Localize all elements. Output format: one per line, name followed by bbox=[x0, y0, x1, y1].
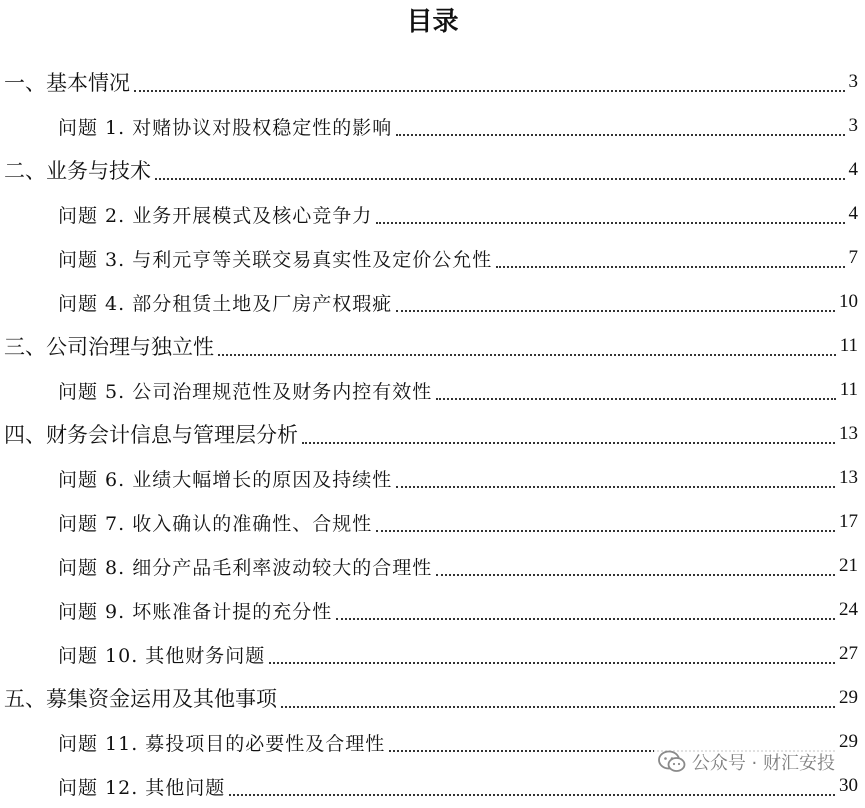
dot-leader bbox=[155, 178, 845, 180]
toc-page-number: 4 bbox=[848, 159, 858, 180]
toc-page-number: 10 bbox=[839, 291, 858, 312]
toc-entry-label: 问题 2. 业务开展模式及核心竞争力 bbox=[58, 204, 373, 227]
toc-page-number: 7 bbox=[848, 247, 858, 268]
toc-section-entry[interactable] bbox=[0, 148, 865, 192]
dot-leader bbox=[436, 398, 835, 400]
toc-entry-label: 问题 8. 细分产品毛利率波动较大的合理性 bbox=[58, 556, 433, 579]
dot-leader bbox=[436, 574, 835, 576]
toc-entry-label: 问题 10. 其他财务问题 bbox=[58, 644, 266, 667]
toc-entry-label: 三、公司治理与独立性 bbox=[4, 335, 214, 359]
dot-leader bbox=[281, 706, 835, 708]
toc-question-entry[interactable] bbox=[0, 104, 865, 148]
toc-entry-label: 一、基本情况 bbox=[4, 71, 130, 95]
toc-entry-label: 问题 7. 收入确认的准确性、合规性 bbox=[58, 512, 373, 535]
dot-leader bbox=[269, 662, 835, 664]
dot-leader bbox=[229, 794, 835, 796]
toc-entry-label: 问题 3. 与利元亨等关联交易真实性及定价公允性 bbox=[58, 248, 493, 271]
toc-page-number: 13 bbox=[839, 423, 858, 444]
toc-question-entry[interactable] bbox=[0, 544, 865, 588]
toc-page-number: 3 bbox=[848, 115, 858, 136]
toc-page-number: 29 bbox=[839, 731, 858, 752]
toc-page-number: 30 bbox=[839, 775, 858, 796]
toc-entry-label: 问题 6. 业绩大幅增长的原因及持续性 bbox=[58, 468, 393, 491]
dot-leader bbox=[376, 530, 835, 532]
dot-leader bbox=[396, 134, 844, 136]
toc-entry-label: 问题 11. 募投项目的必要性及合理性 bbox=[58, 732, 386, 755]
toc-entry-label: 问题 4. 部分租赁土地及厂房产权瑕疵 bbox=[58, 292, 393, 315]
toc-question-entry[interactable] bbox=[0, 588, 865, 632]
watermark-text: 公众号 · 财汇安投 bbox=[691, 753, 835, 774]
toc-page-number: 13 bbox=[839, 467, 858, 488]
toc-page-number: 24 bbox=[839, 599, 858, 620]
dot-leader bbox=[376, 222, 844, 224]
toc-entry-label: 四、财务会计信息与管理层分析 bbox=[4, 423, 298, 447]
toc-page-number: 4 bbox=[848, 203, 858, 224]
toc-section-entry[interactable] bbox=[0, 324, 865, 368]
dot-leader bbox=[396, 310, 835, 312]
toc-section-entry[interactable] bbox=[0, 676, 865, 720]
toc-page-number: 21 bbox=[839, 555, 858, 576]
toc-page-number: 11 bbox=[839, 379, 858, 400]
toc-question-entry[interactable] bbox=[0, 456, 865, 500]
dot-leader bbox=[218, 354, 836, 356]
toc-section-entry[interactable] bbox=[0, 412, 865, 456]
toc-entry-label: 二、业务与技术 bbox=[4, 159, 151, 183]
toc-page-number: 29 bbox=[839, 687, 858, 708]
toc-entry-label: 问题 5. 公司治理规范性及财务内控有效性 bbox=[58, 380, 433, 403]
toc-page-number: 17 bbox=[839, 511, 858, 532]
toc-entry-label: 问题 12. 其他问题 bbox=[58, 776, 226, 799]
toc-question-entry[interactable] bbox=[0, 192, 865, 236]
toc-page-number: 27 bbox=[839, 643, 858, 664]
toc-section-entry[interactable] bbox=[0, 60, 865, 104]
dot-leader bbox=[302, 442, 835, 444]
toc-entry-label: 问题 9. 坏账准备计提的充分性 bbox=[58, 600, 333, 623]
toc-question-entry[interactable] bbox=[0, 368, 865, 412]
toc-page-number: 3 bbox=[848, 71, 858, 92]
toc-question-entry[interactable] bbox=[0, 280, 865, 324]
page-title: 目录 bbox=[406, 7, 459, 37]
table-of-contents bbox=[0, 60, 865, 808]
wechat-icon bbox=[658, 750, 686, 774]
dot-leader bbox=[336, 618, 835, 620]
dot-leader bbox=[396, 486, 835, 488]
dot-leader bbox=[496, 266, 844, 268]
watermark bbox=[654, 748, 839, 776]
toc-page-number: 11 bbox=[839, 335, 858, 356]
toc-question-entry[interactable] bbox=[0, 236, 865, 280]
toc-question-entry[interactable] bbox=[0, 500, 865, 544]
toc-entry-label: 问题 1. 对赌协议对股权稳定性的影响 bbox=[58, 116, 393, 139]
toc-entry-label: 五、募集资金运用及其他事项 bbox=[4, 687, 277, 711]
dot-leader bbox=[134, 90, 845, 92]
toc-question-entry[interactable] bbox=[0, 632, 865, 676]
